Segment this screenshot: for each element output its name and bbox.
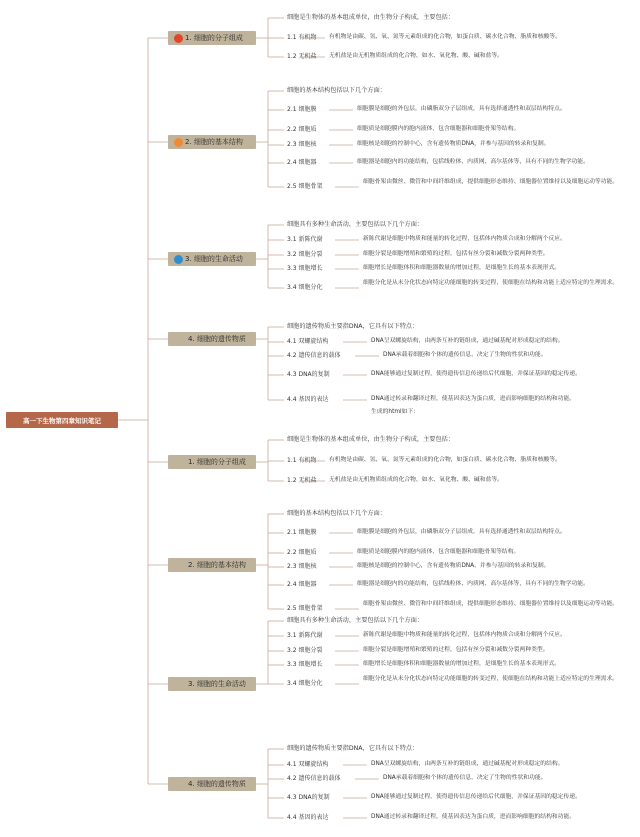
item-description: 新陈代谢是细胞中物质和能量的转化过程，包括体内物质合成和分解两个反应。 bbox=[363, 632, 566, 638]
section-node[interactable] bbox=[168, 135, 256, 149]
item-label[interactable]: 1.2 无机盐 bbox=[287, 477, 317, 484]
item-label[interactable]: 2.1 细胞膜 bbox=[287, 106, 317, 113]
item-description: 细胞骨架由微丝、微管和中间纤维组成，提供细胞形态维持、细胞器位置维持以及细胞运动等功能。 bbox=[363, 179, 619, 185]
section-title: 2. 细胞的基本结构 bbox=[185, 138, 243, 146]
root-title: 高一下生物第四章知识笔记 bbox=[23, 416, 101, 425]
item-label[interactable]: 4.1 双螺旋结构 bbox=[287, 338, 329, 345]
section-node[interactable] bbox=[168, 677, 256, 691]
section-number-badge bbox=[174, 138, 183, 147]
section-intro: 细胞的遗传物质主要指DNA，它具有以下特点： bbox=[287, 745, 419, 752]
item-description: 细胞核是细胞的控制中心，含有遗传物质DNA，并参与基因的转录和复制。 bbox=[357, 563, 550, 569]
item-label[interactable]: 4.2 遗传信息的载体 bbox=[287, 352, 341, 359]
item-description: 无机盐是由无机物质组成的化合物，如水、氧化物、酸、碱和盐等。 bbox=[329, 53, 503, 59]
item-description: 细胞膜是细胞的外包层，由磷脂双分子层组成，具有选择通透性和双层结构特点。 bbox=[357, 529, 566, 535]
section-node[interactable] bbox=[168, 777, 256, 791]
item-description: 细胞质是细胞膜内的胞内液体，包含细胞器和细胞骨架等结构。 bbox=[357, 549, 520, 555]
item-label[interactable]: 4.1 双螺旋结构 bbox=[287, 761, 329, 768]
section-intro: 细胞是生物体的基本组成单位，由生物分子构成，主要包括： bbox=[287, 14, 455, 21]
item-label[interactable]: 2.3 细胞核 bbox=[287, 141, 317, 148]
item-label[interactable]: 4.4 基因的表达 bbox=[287, 396, 329, 403]
item-description: 新陈代谢是细胞中物质和能量的转化过程，包括体内物质合成和分解两个反应。 bbox=[363, 236, 566, 242]
item-description: 细胞骨架由微丝、微管和中间纤维组成，提供细胞形态维持、细胞器位置维持以及细胞运动等功能。 bbox=[363, 601, 619, 607]
item-description: DNA呈双螺旋结构，由两条互补的链组成，通过碱基配对形成稳定的结构。 bbox=[371, 338, 564, 344]
item-description: 细胞质是细胞膜内的胞内液体，包含细胞器和细胞骨架等结构。 bbox=[357, 126, 520, 132]
item-label[interactable]: 1.2 无机盐 bbox=[287, 53, 317, 60]
item-label[interactable]: 2.2 细胞质 bbox=[287, 549, 317, 556]
item-description: 细胞增长是细胞体积和细胞器数量的增加过程，是细胞生长的基本表现形式。 bbox=[363, 265, 561, 271]
item-label[interactable]: 3.2 细胞分裂 bbox=[287, 647, 323, 654]
item-description: 细胞器是细胞内的功能结构，包括线粒体、内质网、高尔基体等，具有不同的生物学功能。 bbox=[357, 581, 589, 587]
item-description: DNA通过转录和翻译过程，使基因表达为蛋白质，进而影响细胞的结构和功能。 bbox=[371, 396, 576, 402]
section-node[interactable] bbox=[168, 558, 256, 572]
item-description: 细胞分化是从未分化状态向特定功能细胞的转变过程，使细胞在结构和功能上适应特定的生理需求。 bbox=[363, 676, 619, 682]
item-label[interactable]: 4.3 DNA的复制 bbox=[287, 371, 330, 378]
section-intro: 细胞的基本结构包括以下几个方面： bbox=[287, 87, 386, 94]
item-label[interactable]: 3.4 细胞分化 bbox=[287, 284, 323, 291]
section-intro: 细胞的遗传物质主要指DNA，它具有以下特点： bbox=[287, 323, 419, 330]
item-description: 无机盐是由无机物质组成的化合物，如水、氧化物、酸、碱和盐等。 bbox=[329, 477, 503, 483]
item-label[interactable]: 4.3 DNA的复制 bbox=[287, 794, 330, 801]
item-label[interactable]: 2.1 细胞膜 bbox=[287, 529, 317, 536]
item-description: DNA能够通过复制过程，使得遗传信息传递给后代细胞，并保证基因的稳定传递。 bbox=[371, 794, 581, 800]
section-number-badge bbox=[174, 34, 183, 43]
section-intro: 细胞是生物体的基本组成单位，由生物分子构成，主要包括： bbox=[287, 436, 455, 443]
item-description: DNA呈双螺旋结构，由两条互补的链组成，通过碱基配对形成稳定的结构。 bbox=[371, 761, 564, 767]
section-title: 3. 细胞的生命活动 bbox=[188, 680, 246, 688]
section-title: 3. 细胞的生命活动 bbox=[185, 255, 243, 263]
item-label[interactable]: 2.4 细胞器 bbox=[287, 581, 317, 588]
root-node[interactable] bbox=[6, 412, 118, 428]
item-label[interactable]: 3.1 新陈代谢 bbox=[287, 236, 323, 243]
section-node[interactable] bbox=[168, 332, 256, 346]
item-description: 细胞分化是从未分化状态向特定功能细胞的转变过程，使细胞在结构和功能上适应特定的生理需求。 bbox=[363, 280, 619, 286]
section-node[interactable] bbox=[168, 455, 256, 469]
item-description: 细胞核是细胞的控制中心，含有遗传物质DNA，并参与基因的转录和复制。 bbox=[357, 141, 550, 147]
section-number-badge bbox=[174, 255, 183, 264]
section-title: 2. 细胞的基本结构 bbox=[188, 561, 246, 569]
item-label[interactable]: 1.1 有机物 bbox=[287, 34, 317, 41]
section-title: 4. 细胞的遗传物质 bbox=[188, 335, 246, 343]
item-label[interactable]: 3.2 细胞分裂 bbox=[287, 251, 323, 258]
section-node[interactable] bbox=[168, 31, 256, 45]
item-label[interactable]: 2.3 细胞核 bbox=[287, 563, 317, 570]
item-label[interactable]: 3.1 新陈代谢 bbox=[287, 632, 323, 639]
item-label[interactable]: 3.4 细胞分化 bbox=[287, 680, 323, 687]
item-description: 细胞器是细胞内的功能结构，包括线粒体、内质网、高尔基体等，具有不同的生物学功能。 bbox=[357, 159, 589, 165]
item-label[interactable]: 2.5 细胞骨架 bbox=[287, 605, 323, 612]
section-title: 4. 细胞的遗传物质 bbox=[188, 780, 246, 788]
item-label[interactable]: 2.2 细胞质 bbox=[287, 126, 317, 133]
item-description: 有机物是由碳、氢、氧、氮等元素组成的化合物，如蛋白质、碳水化合物、脂质和核酸等。 bbox=[329, 457, 561, 463]
item-description: 有机物是由碳、氢、氧、氮等元素组成的化合物，如蛋白质、碳水化合物、脂质和核酸等。 bbox=[329, 34, 561, 40]
item-description: DNA通过转录和翻译过程，使基因表达为蛋白质，进而影响细胞的结构和功能。 bbox=[371, 814, 576, 820]
section-intro: 细胞的基本结构包括以下几个方面： bbox=[287, 510, 386, 517]
item-label[interactable]: 4.4 基因的表达 bbox=[287, 814, 329, 821]
section-node[interactable] bbox=[168, 252, 256, 266]
item-label[interactable]: 3.3 细胞增长 bbox=[287, 661, 323, 668]
item-label[interactable]: 1.1 有机物 bbox=[287, 457, 317, 464]
section-intro: 细胞具有多种生命活动，主要包括以下几个方面： bbox=[287, 617, 424, 624]
item-description: DNA承载着细胞和个体的遗传信息，决定了生物的性状和功能。 bbox=[383, 775, 547, 781]
item-description: 细胞分裂是细胞增殖和繁殖的过程，包括有丝分裂和减数分裂两种类型。 bbox=[363, 647, 549, 653]
section-intro: 细胞具有多种生命活动，主要包括以下几个方面： bbox=[287, 221, 424, 228]
item-description: DNA承载着细胞和个体的遗传信息，决定了生物的性状和功能。 bbox=[383, 352, 547, 358]
item-label[interactable]: 4.2 遗传信息的载体 bbox=[287, 775, 341, 782]
item-label[interactable]: 2.5 细胞骨架 bbox=[287, 183, 323, 190]
section-title: 1. 细胞的分子组成 bbox=[185, 34, 243, 42]
section-title: 1. 细胞的分子组成 bbox=[188, 458, 246, 466]
item-description: 细胞增长是细胞体积和细胞器数量的增加过程，是细胞生长的基本表现形式。 bbox=[363, 661, 561, 667]
item-description: 细胞分裂是细胞增殖和繁殖的过程，包括有丝分裂和减数分裂两种类型。 bbox=[363, 251, 549, 257]
item-extra-note: 生成的html如下： bbox=[371, 409, 419, 415]
item-label[interactable]: 3.3 细胞增长 bbox=[287, 265, 323, 272]
item-description: DNA能够通过复制过程，使得遗传信息传递给后代细胞，并保证基因的稳定传递。 bbox=[371, 371, 581, 377]
item-description: 细胞膜是细胞的外包层，由磷脂双分子层组成，具有选择通透性和双层结构特点。 bbox=[357, 106, 566, 112]
item-label[interactable]: 2.4 细胞器 bbox=[287, 159, 317, 166]
